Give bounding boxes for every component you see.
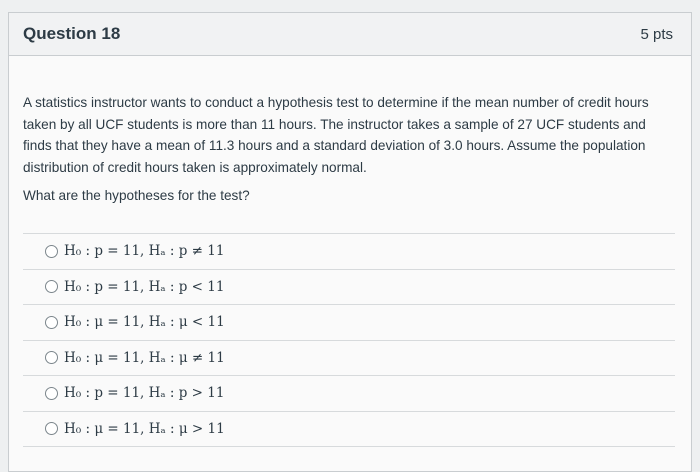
answer-label: H₀ : μ = 11, Hₐ : μ < 11 bbox=[64, 314, 225, 331]
question-prompt: What are the hypotheses for the test? bbox=[23, 188, 250, 203]
radio-button[interactable] bbox=[45, 387, 58, 400]
answer-list bbox=[23, 233, 675, 447]
answer-label: H₀ : p = 11, Hₐ : p < 11 bbox=[64, 278, 225, 295]
answer-option[interactable] bbox=[23, 376, 675, 412]
answer-option[interactable] bbox=[23, 412, 675, 448]
answer-option[interactable] bbox=[23, 305, 675, 341]
question-points: 5 pts bbox=[640, 25, 673, 43]
radio-button[interactable] bbox=[45, 245, 58, 258]
answer-option[interactable] bbox=[23, 234, 675, 270]
radio-button[interactable] bbox=[45, 316, 58, 329]
question-title: Question 18 bbox=[23, 24, 121, 43]
radio-button[interactable] bbox=[45, 351, 58, 364]
question-body bbox=[9, 56, 691, 447]
radio-button[interactable] bbox=[45, 422, 58, 435]
answer-label: H₀ : μ = 11, Hₐ : μ > 11 bbox=[64, 420, 225, 437]
answer-option[interactable] bbox=[23, 341, 675, 377]
answer-option[interactable] bbox=[23, 270, 675, 306]
question-header bbox=[9, 13, 691, 56]
answer-label: H₀ : p = 11, Hₐ : p ≠ 11 bbox=[64, 243, 225, 260]
question-card bbox=[8, 12, 692, 472]
answer-label: H₀ : p = 11, Hₐ : p > 11 bbox=[64, 385, 225, 402]
question-text: A statistics instructor wants to conduct a hypothesis test to determine if the mean number of credit hours taken by all UCF students is more than 11 hours. The instructor takes a sample of 27 UCF students and finds that they have a mean of 11.3 hours and a standard deviation of 3.0 hours. Assume the population distribution of credit hours taken is approximately normal. bbox=[23, 95, 649, 175]
radio-button[interactable] bbox=[45, 280, 58, 293]
answer-label: H₀ : μ = 11, Hₐ : μ ≠ 11 bbox=[64, 349, 225, 366]
